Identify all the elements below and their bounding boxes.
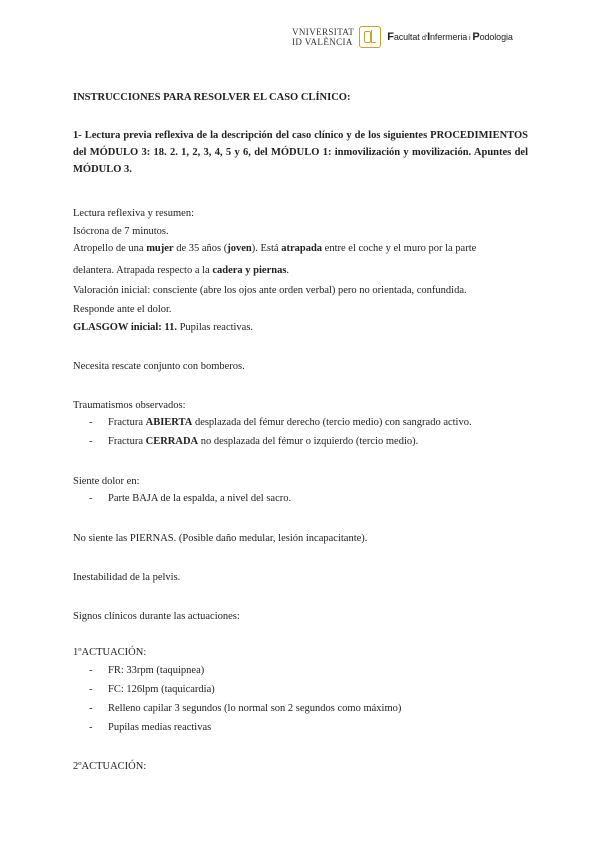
pain-item: Parte BAJA de la espalda, a nivel del sacro.	[108, 493, 292, 504]
page-title: INSTRUCCIONES PARA RESOLVER EL CASO CLÍNICO:	[73, 92, 351, 103]
faculty-part-2: nfermeria	[430, 32, 468, 42]
summary-line-6: Responde ante el dolor.	[73, 304, 172, 315]
summary-text: delantera. Atrapada respecto a la	[73, 265, 213, 276]
act1-dash-4: -	[89, 722, 93, 733]
legs-text: No siente las PIERNAS. (Posible daño medular, lesión incapacitante).	[73, 533, 368, 544]
glasgow-label: GLASGOW inicial: 11.	[73, 322, 177, 333]
faculty-sep: i	[467, 35, 473, 42]
university-line-2: ID VALÈNCIA	[292, 37, 353, 47]
act1-item-2: FC: 126lpm (taquicardia)	[108, 684, 215, 695]
rescue-text: Necesita rescate conjunto con bomberos.	[73, 361, 245, 372]
trauma-title: Traumatismos observados:	[73, 400, 186, 411]
pupils-text: Pupilas reactivas.	[176, 322, 254, 333]
act1-dash-2: -	[89, 684, 93, 695]
trauma-bold: ABIERTA	[145, 417, 193, 428]
faculty-f: F	[387, 31, 394, 43]
summary-bold: mujer	[146, 243, 174, 254]
signs-title: Signos clínicos durante las actuaciones:	[73, 611, 240, 622]
summary-line-3	[73, 242, 528, 255]
act1-title: 1ºACTUACIÓN:	[73, 647, 147, 658]
summary-text: entre el coche y el muro por la parte	[322, 243, 477, 254]
summary-text: ). Está	[251, 243, 282, 254]
pain-dash: -	[89, 493, 93, 504]
summary-text: de 35 años (	[173, 243, 228, 254]
summary-bold: atrapada	[281, 243, 323, 254]
faculty-i: I	[427, 31, 431, 43]
pain-title: Siente dolor en:	[73, 476, 140, 487]
act2-title: 2ºACTUACIÓN:	[73, 761, 147, 772]
faculty-p: P	[472, 31, 480, 43]
act1-item-1: FR: 33rpm (taquipnea)	[108, 665, 205, 676]
trauma-text: no desplazada del fémur o izquierdo (tercio medio).	[198, 436, 419, 447]
pelvis-text: Inestabilidad de la pelvis.	[73, 572, 181, 583]
act1-dash-3: -	[89, 703, 93, 714]
summary-text: Atropello de una	[73, 243, 147, 254]
faculty-d: d'	[422, 35, 428, 42]
act1-item-3: Relleno capilar 3 segundos (lo normal son 2 segundos como máximo)	[108, 703, 402, 714]
trauma-dash-1: -	[89, 417, 93, 428]
trauma-bold: CERRADA	[145, 436, 199, 447]
trauma-text: desplazada del fémur derecho (tercio medio) con sangrado activo.	[192, 417, 472, 428]
summary-text: .	[286, 265, 290, 276]
trauma-text: Fractura	[108, 417, 146, 428]
header-logo	[292, 26, 513, 48]
summary-line-5: Valoración inicial: consciente (abre los ojos ante orden verbal) pero no orientada, confundida.	[73, 285, 467, 296]
trauma-dash-2: -	[89, 436, 93, 447]
section-1-text: 1- Lectura previa reflexiva de la descripción del caso clínico y de los siguientes PROCEDIMIENTOS del MÓDULO 3: 18. 2. 1, 2, 3, 4, 5 y 6, del MÓDULO 1: inmovilización y movilización. Apuntes del MÓDULO 3.	[73, 130, 528, 175]
university-name	[292, 27, 354, 47]
faculty-name	[387, 31, 513, 43]
faculty-part-1: acultat	[393, 32, 423, 42]
university-seal-icon	[359, 26, 381, 48]
summary-line-2: Isócrona de 7 minutos.	[73, 226, 169, 237]
faculty-part-3: odologia	[479, 32, 513, 42]
university-line-1: VNIVERSITAT	[292, 27, 355, 37]
act1-dash-1: -	[89, 665, 93, 676]
trauma-item-1	[108, 417, 472, 428]
trauma-item-2	[108, 436, 418, 447]
summary-bold: cadera y piernas	[212, 265, 287, 276]
summary-bold: joven	[227, 243, 252, 254]
act1-item-4: Pupilas medias reactivas	[108, 722, 212, 733]
summary-line-7	[73, 321, 253, 334]
summary-line-4	[73, 264, 289, 277]
summary-line-1: Lectura reflexiva y resumen:	[73, 208, 194, 219]
trauma-text: Fractura	[108, 436, 146, 447]
